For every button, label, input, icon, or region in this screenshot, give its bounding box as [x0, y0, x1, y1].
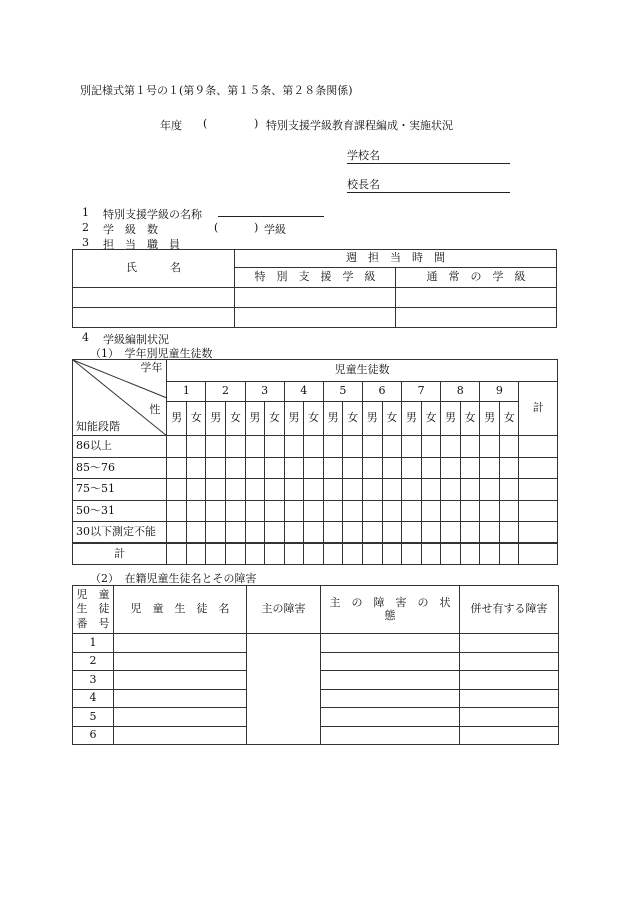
male-header: 男 [323, 402, 343, 436]
count-cell[interactable] [460, 500, 480, 522]
count-cell[interactable] [441, 522, 461, 544]
student-name-cell[interactable] [114, 671, 247, 690]
grade-header: 3 [245, 382, 284, 402]
section3-label: 担 当 職 員 [103, 238, 180, 251]
count-cell[interactable] [441, 479, 461, 501]
count-cell[interactable] [206, 500, 226, 522]
count-cell[interactable] [382, 500, 402, 522]
section4-label: 学級編制状況 [103, 333, 169, 346]
school-name-field[interactable] [347, 147, 510, 164]
count-cell[interactable] [265, 457, 285, 479]
count-cell[interactable] [245, 457, 265, 479]
count-cell[interactable] [480, 457, 500, 479]
count-cell[interactable] [499, 479, 519, 501]
corner-sex-label: 性 [149, 403, 161, 416]
section2-paren-open: ( [214, 221, 219, 234]
level-label: 50〜31 [73, 500, 167, 522]
student-number-header: 児 童 生 徒 番 号 [73, 586, 114, 634]
male-header: 男 [441, 402, 461, 436]
count-cell[interactable] [245, 479, 265, 501]
student-number: 2 [73, 652, 114, 671]
section3-number: 3 [82, 236, 89, 249]
section1-number: 1 [82, 206, 89, 219]
level-label: 85〜76 [73, 457, 167, 479]
student-name-cell[interactable] [114, 689, 247, 708]
total-count-cell[interactable] [245, 543, 265, 564]
count-cell[interactable] [460, 457, 480, 479]
count-cell[interactable] [284, 522, 304, 544]
count-cell[interactable] [441, 500, 461, 522]
count-cell[interactable] [323, 500, 343, 522]
student-number: 5 [73, 708, 114, 727]
corner-grade-label: 学年 [140, 361, 163, 374]
female-header: 女 [460, 402, 480, 436]
count-cell[interactable] [362, 479, 382, 501]
principal-name-field[interactable] [347, 176, 510, 193]
count-cell[interactable] [226, 522, 246, 544]
female-header: 女 [226, 402, 246, 436]
count-cell[interactable] [226, 479, 246, 501]
count-cell[interactable] [284, 500, 304, 522]
count-cell[interactable] [304, 500, 324, 522]
title-paren-open: ( [203, 117, 208, 130]
combined-disability-cell[interactable] [460, 726, 559, 745]
count-cell[interactable] [499, 522, 519, 544]
count-cell[interactable] [421, 522, 441, 544]
school-name-label: 学校名 [347, 149, 380, 162]
form-reference: 別記様式第１号の１(第９条、第１５条、第２８条関係) [80, 84, 353, 97]
count-cell[interactable] [421, 500, 441, 522]
page-title: 特別支援学級教育課程編成・実施状況 [266, 119, 453, 132]
main-disability-header: 主の障害 [247, 586, 321, 634]
students-header: 児童生徒数 [167, 360, 558, 382]
count-cell[interactable] [304, 457, 324, 479]
count-cell[interactable] [460, 522, 480, 544]
count-cell[interactable] [480, 479, 500, 501]
grade-header: 9 [480, 382, 519, 402]
count-cell[interactable] [421, 479, 441, 501]
grade-header: 5 [323, 382, 362, 402]
total-count-cell[interactable] [421, 543, 441, 564]
count-cell[interactable] [499, 436, 519, 458]
count-cell[interactable] [343, 436, 363, 458]
grade-header: 8 [441, 382, 480, 402]
count-cell[interactable] [226, 457, 246, 479]
total-count-cell[interactable] [284, 543, 304, 564]
count-cell[interactable] [265, 500, 285, 522]
count-cell[interactable] [382, 457, 402, 479]
grade-count-table [72, 359, 558, 565]
total-count-cell[interactable] [441, 543, 461, 564]
count-cell[interactable] [304, 479, 324, 501]
count-cell[interactable] [362, 457, 382, 479]
count-cell[interactable] [362, 436, 382, 458]
count-cell[interactable] [245, 500, 265, 522]
disability-state-cell[interactable] [321, 689, 460, 708]
total-count-cell[interactable] [499, 543, 519, 564]
student-disability-table [72, 585, 559, 745]
count-cell[interactable] [186, 436, 206, 458]
female-header: 女 [304, 402, 324, 436]
student-name-cell[interactable] [114, 708, 247, 727]
count-cell[interactable] [460, 479, 480, 501]
total-count-cell[interactable] [226, 543, 246, 564]
student-name-cell[interactable] [114, 634, 247, 653]
count-cell[interactable] [402, 500, 422, 522]
regular-class-header: 通 常 の 学 級 [396, 268, 557, 288]
female-header: 女 [265, 402, 285, 436]
staff-name-cell[interactable] [73, 288, 235, 308]
count-cell[interactable] [167, 436, 187, 458]
disability-state-cell[interactable] [321, 708, 460, 727]
row-total-cell[interactable] [519, 479, 558, 501]
count-cell[interactable] [343, 500, 363, 522]
male-header: 男 [284, 402, 304, 436]
count-cell[interactable] [343, 479, 363, 501]
staff-name-header: 氏 名 [73, 250, 235, 288]
count-cell[interactable] [186, 500, 206, 522]
grade-header: 4 [284, 382, 323, 402]
row-total-cell[interactable] [519, 500, 558, 522]
count-cell[interactable] [323, 479, 343, 501]
count-cell[interactable] [186, 479, 206, 501]
principal-name-label: 校長名 [347, 178, 380, 191]
level-label: 30以下測定不能 [73, 522, 167, 544]
combined-disability-cell[interactable] [460, 708, 559, 727]
count-cell[interactable] [480, 522, 500, 544]
count-cell[interactable] [304, 436, 324, 458]
female-header: 女 [382, 402, 402, 436]
student-name-cell[interactable] [114, 726, 247, 745]
main-disability-cell[interactable] [247, 634, 321, 745]
subsection2-title: （2） 在籍児童生徒名とその障害 [90, 572, 257, 585]
count-cell[interactable] [480, 500, 500, 522]
count-cell[interactable] [304, 522, 324, 544]
section2-number: 2 [82, 221, 89, 234]
count-cell[interactable] [362, 500, 382, 522]
total-count-cell[interactable] [460, 543, 480, 564]
count-cell[interactable] [343, 457, 363, 479]
section2-paren-close: ) [254, 221, 259, 234]
combined-disability-cell[interactable] [460, 652, 559, 671]
disability-state-cell[interactable] [321, 634, 460, 653]
weekly-hours-header: 週 担 当 時 間 [235, 250, 557, 268]
title-paren-close: ) [254, 117, 259, 130]
disability-state-cell[interactable] [321, 726, 460, 745]
student-name-header: 児 童 生 徒 名 [114, 586, 247, 634]
disability-state-header: 主 の 障 害 の 状 態 [321, 586, 460, 634]
count-cell[interactable] [441, 457, 461, 479]
count-cell[interactable] [226, 436, 246, 458]
combined-disability-header: 併せ有する障害 [460, 586, 559, 634]
count-cell[interactable] [402, 479, 422, 501]
student-number: 4 [73, 689, 114, 708]
count-cell[interactable] [206, 479, 226, 501]
count-cell[interactable] [206, 522, 226, 544]
staff-table [72, 249, 557, 328]
count-cell[interactable] [402, 522, 422, 544]
male-header: 男 [362, 402, 382, 436]
level-label: 75〜51 [73, 479, 167, 501]
female-header: 女 [186, 402, 206, 436]
subsection1-title: （1） 学年別児童生徒数 [90, 347, 213, 360]
count-cell[interactable] [402, 457, 422, 479]
total-count-cell[interactable] [402, 543, 422, 564]
title-year-label: 年度 [160, 119, 182, 132]
count-cell[interactable] [499, 500, 519, 522]
count-cell[interactable] [206, 457, 226, 479]
student-name-cell[interactable] [114, 652, 247, 671]
disability-state-cell[interactable] [321, 652, 460, 671]
count-cell[interactable] [167, 457, 187, 479]
count-cell[interactable] [186, 522, 206, 544]
grade-header: 6 [362, 382, 401, 402]
count-cell[interactable] [421, 436, 441, 458]
total-count-cell[interactable] [362, 543, 382, 564]
count-cell[interactable] [284, 436, 304, 458]
count-cell[interactable] [480, 436, 500, 458]
count-cell[interactable] [382, 479, 402, 501]
count-cell[interactable] [265, 479, 285, 501]
section4-number: 4 [82, 331, 89, 344]
male-header: 男 [167, 402, 187, 436]
corner-level-label: 知能段階 [76, 419, 120, 433]
total-count-cell[interactable] [343, 543, 363, 564]
grand-total-cell[interactable] [519, 543, 558, 564]
combined-disability-cell[interactable] [460, 689, 559, 708]
count-cell[interactable] [323, 522, 343, 544]
student-number: 6 [73, 726, 114, 745]
count-cell[interactable] [167, 522, 187, 544]
total-count-cell[interactable] [304, 543, 324, 564]
section2-label: 学 級 数 [103, 223, 158, 236]
male-header: 男 [402, 402, 422, 436]
count-cell[interactable] [265, 522, 285, 544]
count-cell[interactable] [186, 457, 206, 479]
male-header: 男 [245, 402, 265, 436]
total-count-cell[interactable] [206, 543, 226, 564]
count-cell[interactable] [323, 436, 343, 458]
total-count-cell[interactable] [323, 543, 343, 564]
count-cell[interactable] [460, 436, 480, 458]
count-cell[interactable] [284, 479, 304, 501]
count-cell[interactable] [245, 436, 265, 458]
male-header: 男 [206, 402, 226, 436]
special-hours-cell[interactable] [235, 288, 396, 308]
student-number: 1 [73, 634, 114, 653]
count-cell[interactable] [206, 436, 226, 458]
total-count-cell[interactable] [186, 543, 206, 564]
student-number: 3 [73, 671, 114, 690]
total-count-cell[interactable] [480, 543, 500, 564]
section1-label: 特別支援学級の名称 [103, 208, 202, 221]
female-header: 女 [343, 402, 363, 436]
total-count-cell[interactable] [382, 543, 402, 564]
count-cell[interactable] [382, 522, 402, 544]
count-cell[interactable] [167, 479, 187, 501]
regular-hours-cell[interactable] [396, 288, 557, 308]
regular-hours-cell[interactable] [396, 308, 557, 328]
female-header: 女 [421, 402, 441, 436]
count-cell[interactable] [323, 457, 343, 479]
count-cell[interactable] [441, 436, 461, 458]
level-label: 86以上 [73, 436, 167, 458]
row-total-cell[interactable] [519, 436, 558, 458]
combined-disability-cell[interactable] [460, 634, 559, 653]
class-name-field[interactable] [218, 216, 324, 217]
count-cell[interactable] [265, 436, 285, 458]
count-cell[interactable] [421, 457, 441, 479]
count-cell[interactable] [167, 500, 187, 522]
staff-name-cell[interactable] [73, 308, 235, 328]
row-total-cell[interactable] [519, 522, 558, 544]
count-cell[interactable] [245, 522, 265, 544]
count-cell[interactable] [284, 457, 304, 479]
count-cell[interactable] [402, 436, 422, 458]
row-total-cell[interactable] [519, 457, 558, 479]
section2-suffix: 学級 [264, 223, 286, 236]
grade-header: 1 [167, 382, 206, 402]
male-header: 男 [480, 402, 500, 436]
count-cell[interactable] [382, 436, 402, 458]
count-cell[interactable] [343, 522, 363, 544]
special-class-header: 特 別 支 援 学 級 [235, 268, 396, 288]
total-count-cell[interactable] [265, 543, 285, 564]
total-row-label: 計 [73, 543, 167, 564]
grade-header: 2 [206, 382, 245, 402]
corner-header [73, 360, 167, 436]
total-count-cell[interactable] [167, 543, 187, 564]
special-hours-cell[interactable] [235, 308, 396, 328]
count-cell[interactable] [362, 522, 382, 544]
disability-state-cell[interactable] [321, 671, 460, 690]
total-col-header: 計 [519, 382, 558, 436]
female-header: 女 [499, 402, 519, 436]
grade-header: 7 [402, 382, 441, 402]
combined-disability-cell[interactable] [460, 671, 559, 690]
count-cell[interactable] [226, 500, 246, 522]
count-cell[interactable] [499, 457, 519, 479]
